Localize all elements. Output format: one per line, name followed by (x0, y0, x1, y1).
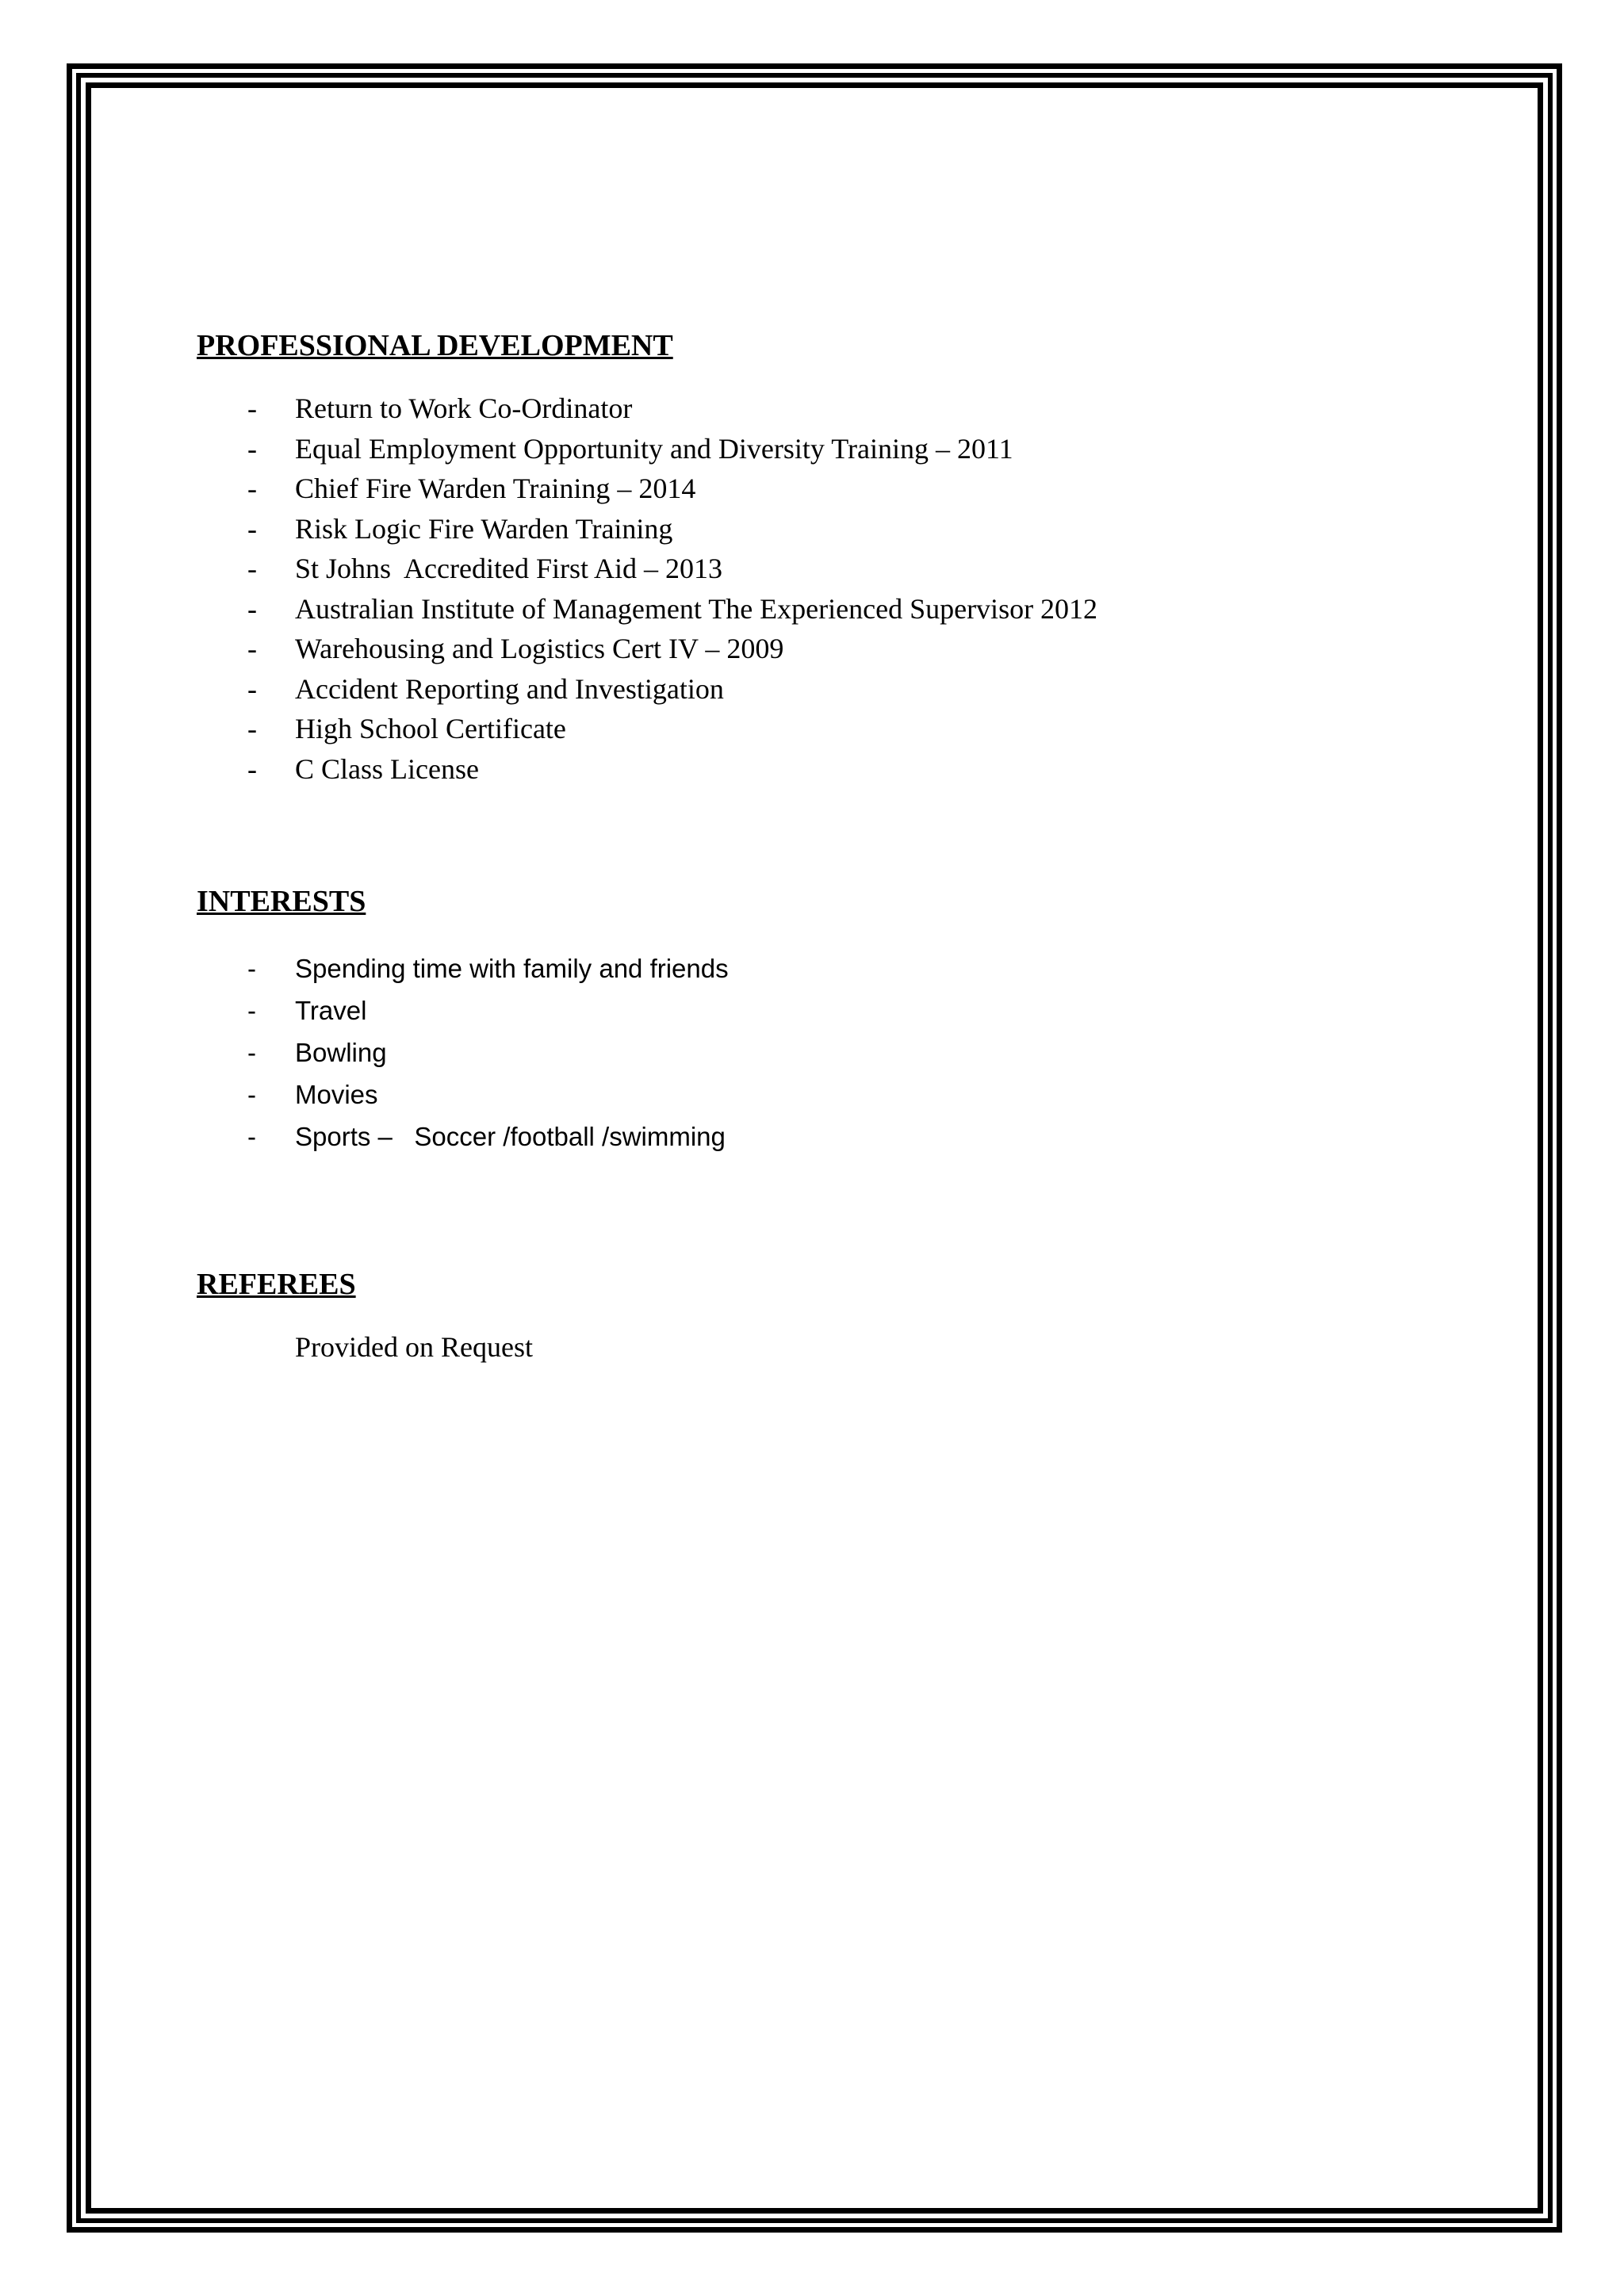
list-item-text: High School Certificate (295, 713, 566, 744)
bullet-dash: - (247, 592, 257, 625)
list-item-text: Accident Reporting and Investigation (295, 672, 724, 705)
bullet-dash: - (247, 996, 256, 1025)
list-item (197, 669, 1465, 710)
list-item (197, 589, 1465, 629)
list-item-text: Return to Work Co-Ordinator (295, 392, 633, 424)
list-item (197, 509, 1465, 549)
list-item (197, 989, 1465, 1031)
referees-text: Provided on Request (295, 1331, 533, 1363)
list-item (197, 1031, 1465, 1073)
list-item (197, 429, 1465, 469)
list-item-text: Equal Employment Opportunity and Diversity Training – 2011 (295, 432, 1013, 465)
list-item-text: St Johns Accredited First Aid – 2013 (295, 553, 722, 584)
bullet-dash: - (247, 1080, 256, 1109)
bullet-dash: - (247, 672, 257, 705)
bullet-dash: - (247, 432, 257, 465)
list-item (197, 388, 1465, 429)
list-item (197, 469, 1465, 509)
list-item (197, 947, 1465, 989)
list-item-text: Movies (295, 1080, 378, 1109)
list-item-text: C Class License (295, 752, 479, 785)
list-item-text: Chief Fire Warden Training – 2014 (295, 473, 696, 504)
bullet-dash: - (247, 512, 257, 545)
list-item (197, 1115, 1465, 1158)
professional-development-heading: PROFESSIONAL DEVELOPMENT (197, 329, 673, 362)
referees-heading: REFEREES (197, 1268, 356, 1301)
list-item (197, 1073, 1465, 1115)
resume-content (197, 327, 1465, 1367)
interests-list (197, 947, 1465, 1158)
bullet-dash: - (247, 954, 256, 983)
bullet-dash: - (247, 553, 257, 584)
list-item (197, 709, 1465, 749)
bullet-dash: - (247, 473, 257, 504)
interests-heading: INTERESTS (197, 885, 366, 918)
list-item (197, 549, 1465, 589)
list-item-text: Warehousing and Logistics Cert IV – 2009 (295, 633, 784, 664)
bullet-dash: - (247, 752, 257, 785)
bullet-dash: - (247, 633, 257, 664)
professional-development-list (197, 388, 1465, 789)
list-item-text: Sports – Soccer /football /swimming (295, 1122, 726, 1151)
list-item-text: Travel (295, 996, 367, 1025)
list-item-text: Spending time with family and friends (295, 954, 729, 983)
list-item (197, 749, 1465, 790)
bullet-dash: - (247, 1038, 256, 1067)
list-item-text: Risk Logic Fire Warden Training (295, 512, 673, 545)
list-item-text: Bowling (295, 1038, 387, 1067)
bullet-dash: - (247, 1122, 256, 1151)
list-item (197, 629, 1465, 669)
list-item-text: Australian Institute of Management The Experienced Supervisor 2012 (295, 592, 1098, 625)
bullet-dash: - (247, 392, 257, 424)
bullet-dash: - (247, 713, 257, 744)
